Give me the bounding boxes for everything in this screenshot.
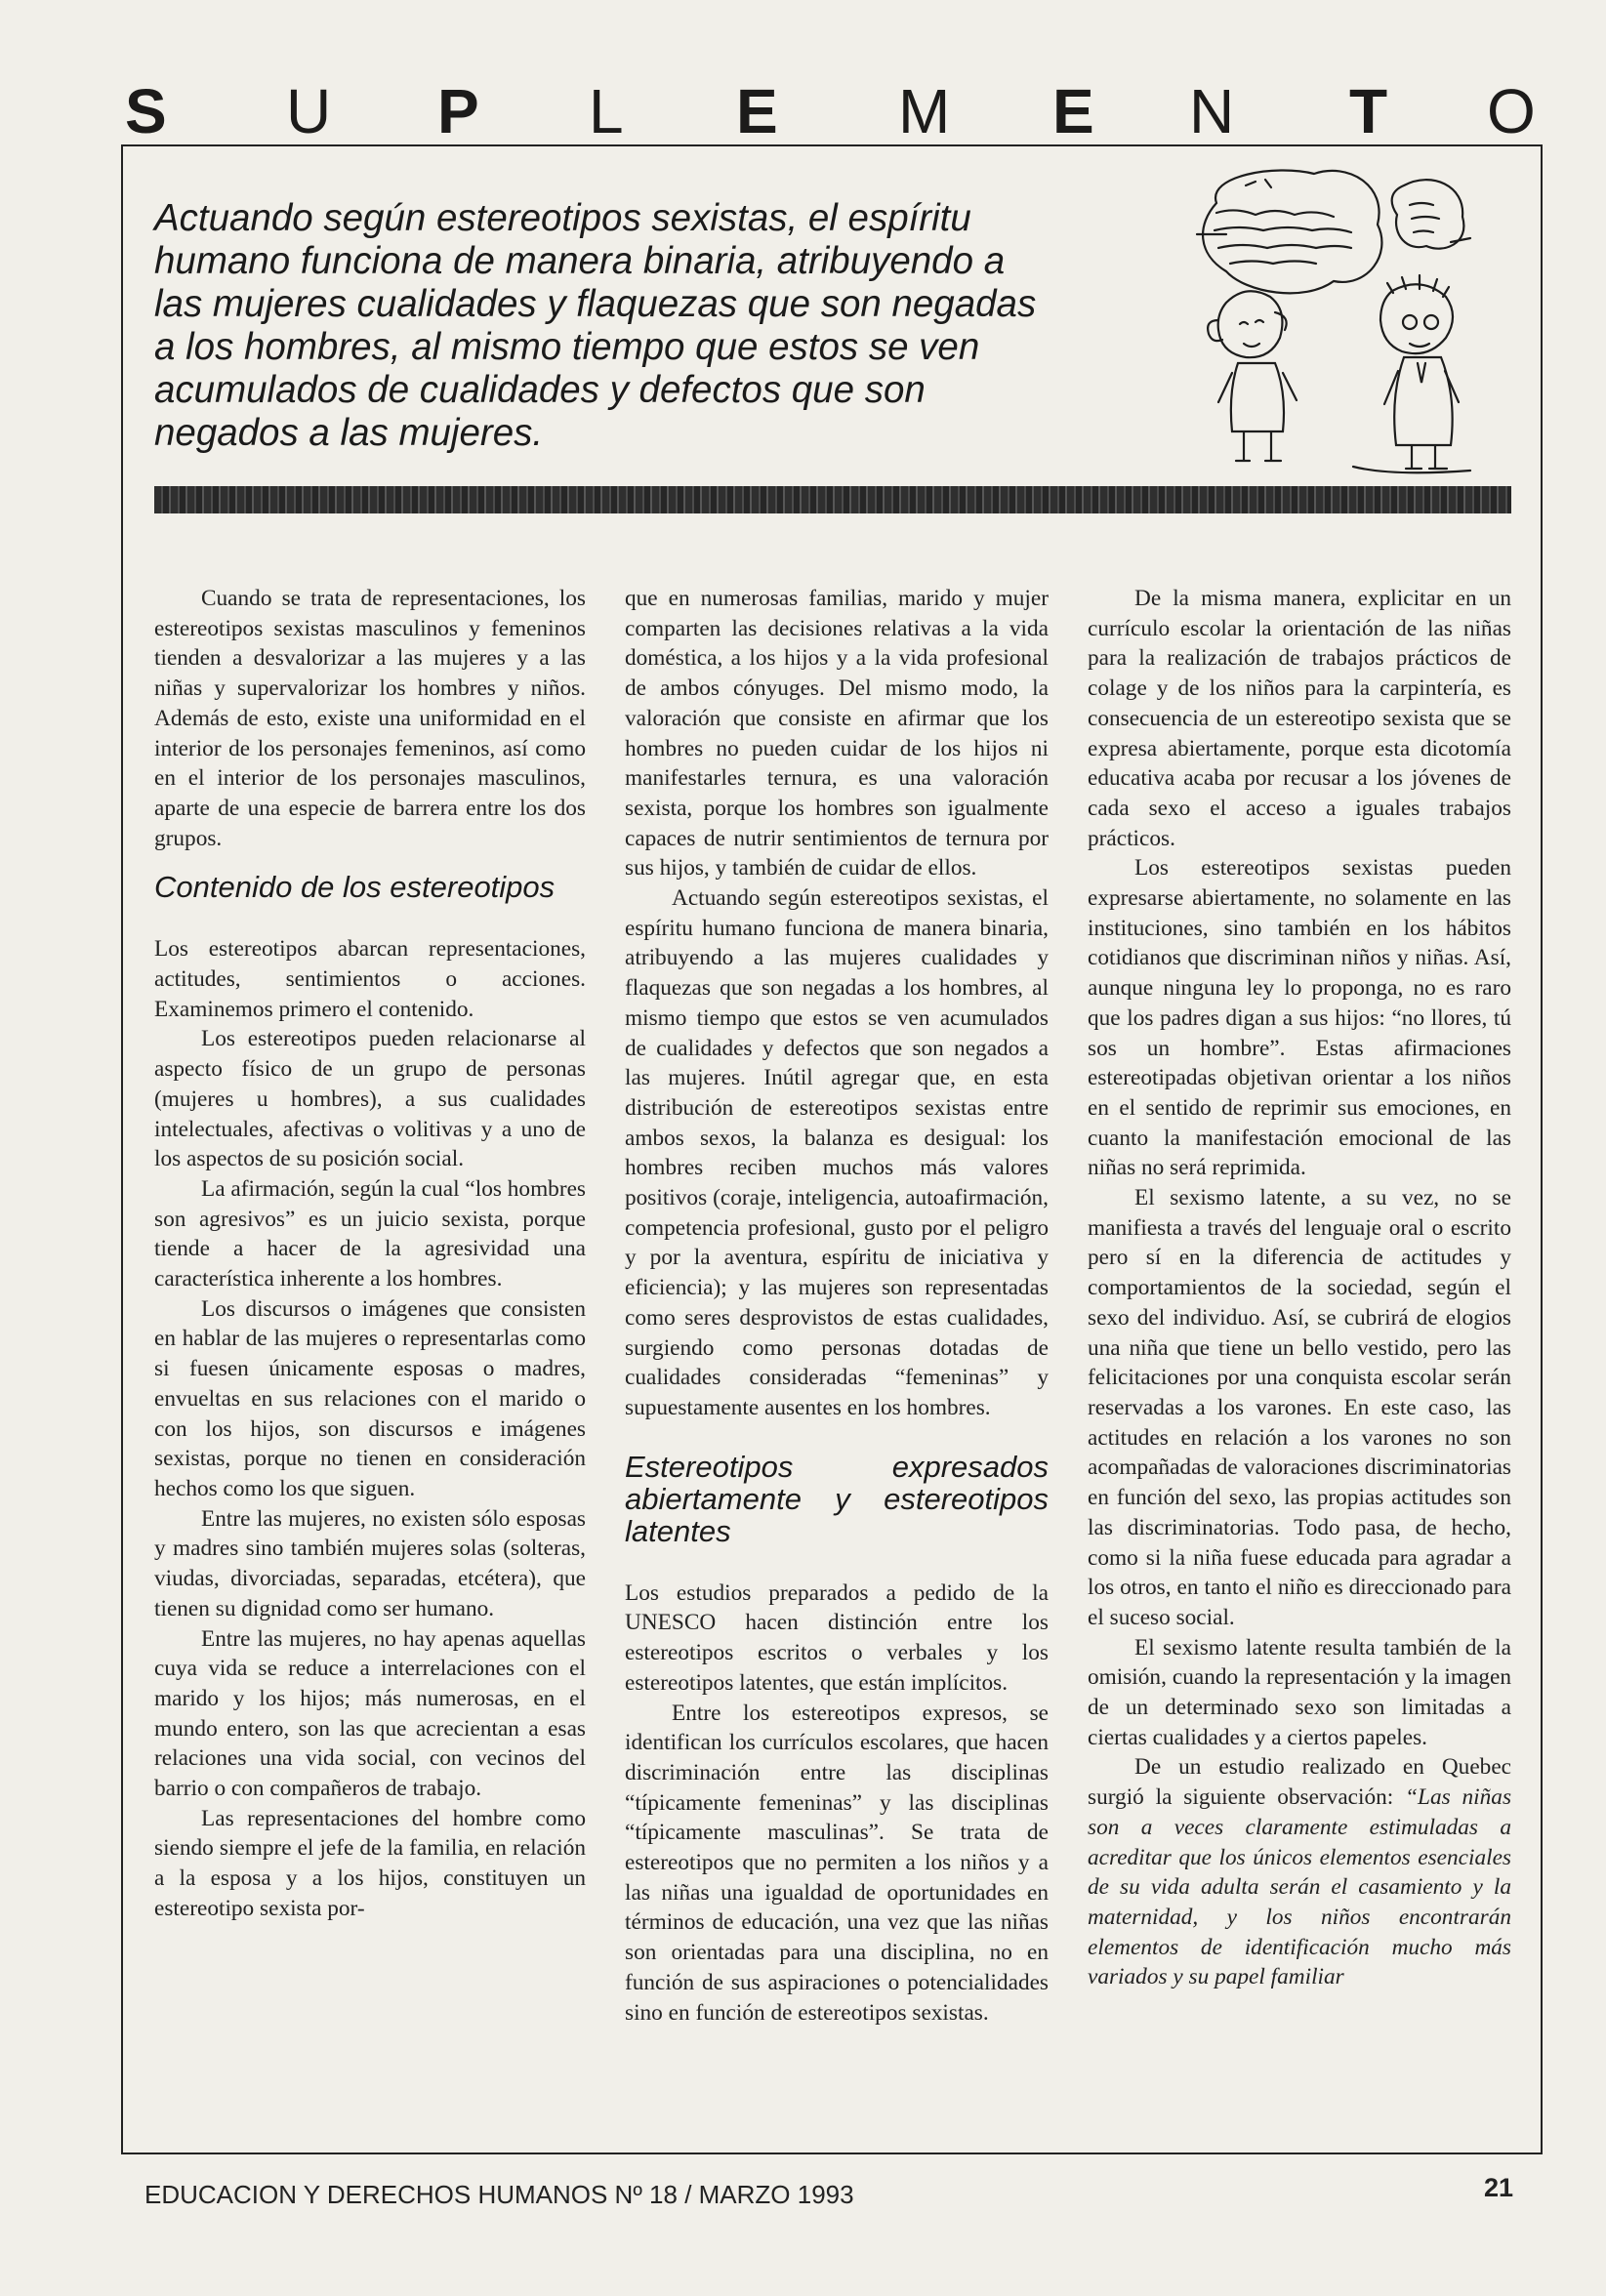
divider-bar [154, 486, 1511, 513]
paragraph: Actuando según estereotipos sexistas, el espíritu humano funciona de manera binaria, atribuyendo a las mujeres cualidades y flaquezas que son negadas a los hombres, al mismo tiempo que estos se ven acumulados de cualidades y defectos que son negados a las mujeres. Inútil agregar que, en esta distribución de estereotipos sexistas entre ambos sexos, la balanza es desigual: los hombres reciben muchos más valores positivos (coraje, inteligencia, autoafirmación, competencia profesional, gusto por el peligro y por la aventura, espíritu de iniciativa y eficiencia); y las mujeres son representadas como seres desprovistos de estas cualidades, surgiendo como personas dotadas de cualidades consideradas “femeninas” y supuestamente ausentes en los hombres. [625, 885, 1049, 1420]
paragraph: Entre las mujeres, no hay apenas aquellas cuya vida se reduce a interrelaciones con el marido y los hijos; más numerosas, en el mundo entero, son las que acrecientan a esas relaciones una vida social, con vecinos del barrio o con compañeros de trabajo. [154, 1625, 586, 1802]
column-2 [625, 584, 1049, 2028]
masthead-letter: U [286, 76, 332, 146]
paragraph: Los estereotipos sexistas pueden expresarse abiertamente, no solamente en las instituciones, sino también en los hábitos cotidianos que discriminan niños y niñas. Así, aunque ninguna ley lo proponga, no es raro que los padres digan a sus hijos: “no llores, tú sos un hombre”. Estas afirmaciones estereotipadas objetivan orientar a los niños en el sentido de reprimir sus emociones, en cuanto la manifestación emocional de las niñas no será reprimida. [1088, 855, 1511, 1181]
masthead-letter: N [1189, 76, 1235, 146]
lead-paragraph: Actuando según estereotipos sexistas, el espíritu humano funciona de manera binaria, atribuyendo a las mujeres cualidades y flaquezas que son negadas a los hombres, al mismo tiempo que estos se ven acumulados de cualidades y defectos que son negados a las mujeres. [154, 197, 1037, 454]
paragraph: El sexismo latente resulta también de la omisión, cuando la representación y la imagen de un determinado sexo son limitadas a ciertas cualidades y a ciertos papeles. [1088, 1634, 1511, 1750]
section-heading: Contenido de los estereotipos [154, 870, 556, 905]
masthead-letter: L [589, 76, 624, 146]
masthead-letter: E [736, 76, 778, 146]
masthead-letter: S [125, 76, 167, 146]
paragraph: que en numerosas familias, marido y mujer comparten las decisiones relativas a la vida doméstica, a los hijos y a la vida profesional de ambos cónyuges. Del mismo modo, la valoración que consiste en afirmar que los hombres no pueden cuidar de los hijos ni manifestarles ternura, es una valoración sexista, porque los hombres son igualmente capaces de nutrir sentimientos de ternura por sus hijos, y también de cuidar de ellos. [625, 586, 1049, 882]
paragraph: Las representaciones del hombre como siendo siempre el jefe de la familia, en relación a la esposa y a los hijos, constituyen un estereotipo sexista por- [154, 1805, 586, 1921]
paragraph: Los discursos o imágenes que consisten en hablar de las mujeres o representarlas como si fuesen únicamente esposas o madres, envueltas en sus relaciones con el marido o con los hijos, son discursos e imágenes sexistas, porque no tienen en consideración hechos como los que siguen. [154, 1295, 586, 1501]
cartoon-illustration [1187, 156, 1480, 488]
column-1 [154, 584, 586, 1924]
paragraph: Los estereotipos abarcan representaciones, actitudes, sentimientos o acciones. Examinemos primero el contenido. [154, 936, 586, 1022]
masthead-letter: O [1487, 76, 1536, 146]
masthead [115, 76, 1543, 146]
column-3 [1088, 584, 1511, 1992]
paragraph: Los estereotipos pueden relacionarse al aspecto físico de un grupo de personas (mujeres u hombres), a sus cualidades intelectuales, afectivas o volitivas y a uno de los aspectos de su posición social. [154, 1026, 586, 1172]
speech-bubble-left [1203, 171, 1381, 294]
masthead-letter: M [898, 76, 951, 146]
paragraph: De la misma manera, explicitar en un currículo escolar la orientación de las niñas para la realización de trabajos prácticos de colage y de los niños para la carpintería, es consecuencia de un estereotipo sexista que se expresa abiertamente, porque esta dicotomía educativa acaba por recusar a los jóvenes de cada sexo el acceso a iguales trabajos prácticos. [1088, 586, 1511, 851]
paragraph: Entre las mujeres, no existen sólo esposas y madres sino también mujeres solas (solteras, viudas, divorciadas, separadas, etcétera), que tienen su dignidad como ser humano. [154, 1505, 586, 1621]
footer-journal: EDUCACION Y DERECHOS HUMANOS Nº 18 / MARZO 1993 [144, 2180, 854, 2209]
quote-text: “Las niñas son a veces claramente estimuladas a acreditar que los únicos elementos esenciales de su vida adulta serán el casamiento y la maternidad, y los niños encontrarán elementos de identificación mucho más variados y su papel familiar [1088, 1784, 1512, 1990]
paragraph: Entre los estereotipos expresos, se identifican los currículos escolares, que hacen discriminación entre las disciplinas “típicamente femeninas” y las disciplinas “típicamente masculinas”. Se trata de estereotipos que no permiten a los niños y a las niñas una igualdad de oportunidades en términos de educación, una vez que las niñas son orientadas para una disciplina, no en función de sus aspiraciones o potencialidades sino en función de estereotipos sexistas. [625, 1700, 1049, 2026]
cartoon-girl-body [1231, 363, 1284, 461]
cartoon-boy-body [1394, 357, 1452, 469]
paragraph: La afirmación, según la cual “los hombres son agresivos” es un juicio sexista, porque tiende a hacer de la agresividad una característica inherente a los hombres. [154, 1175, 586, 1292]
section-heading: Estereotipos expresados abiertamente y estereotipos latentes [625, 1449, 1049, 1548]
masthead-letter: T [1349, 76, 1388, 146]
paragraph-text: De un estudio realizado en Quebec surgió la siguiente observación: [1088, 1754, 1511, 1811]
speech-bubble-right [1392, 180, 1464, 249]
paragraph-with-quote [1088, 1752, 1511, 1992]
masthead-letter: P [437, 76, 479, 146]
paragraph: Cuando se trata de representaciones, los estereotipos sexistas masculinos y femeninos tienden a desvalorizar a las mujeres y a las niñas y supervalorizar los hombres y niños. Además de esto, existe una uniformidad en el interior de los personajes femeninos, así como en el interior de los personajes masculinos, aparte de una especie de barrera entre los dos grupos. [154, 586, 586, 851]
masthead-letter: E [1052, 76, 1094, 146]
paragraph: El sexismo latente, a su vez, no se manifiesta a través del lenguaje oral o escrito pero sí en la diferencia de actitudes y comportamientos de la sociedad, según el sexo del individuo. Así, se cubrirá de elogios una niña que tiene un bello vestido, pero las felicitaciones por una conquista escolar serán reservadas a los varones. En este caso, las actitudes en relación a los varones no son acompañadas de valoraciones discriminatorias en función del sexo, las propias actitudes son las discriminatorias. Todo pasa, de hecho, como si la niña fuese educada para agradar a los otros, en tanto el niño es direccionado para el suceso social. [1088, 1185, 1511, 1630]
page-number: 21 [1484, 2173, 1514, 2202]
paragraph: Los estudios preparados a pedido de la UNESCO hacen distinción entre los estereotipos escritos o verbales y los estereotipos latentes, que están implícitos. [625, 1579, 1049, 1696]
